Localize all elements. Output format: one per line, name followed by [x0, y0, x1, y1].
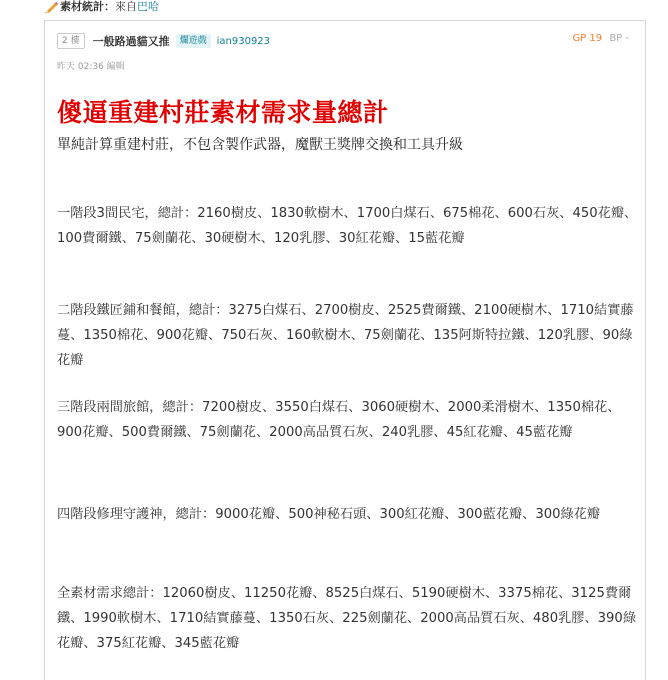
gp-button[interactable]: GP 19 [572, 33, 603, 44]
header-source-prefix: 來自 [115, 0, 137, 13]
stage-four-section: 四階段修理守護神，總計：9000花瓣、500神秘石頭、300紅花瓣、300藍花瓣、300綠花瓣 [57, 507, 601, 522]
bp-button[interactable]: BP - [609, 33, 629, 44]
edit-time: 昨天 02:36 編輯 [57, 62, 125, 72]
source-header [44, 0, 159, 14]
stage-one-section: 一階段3間民宅，總計：2160樹皮、1830軟樹木、1700白煤石、675棉花、600石灰、450花瓣、100費爾鐵、75劍蘭花、30硬樹木、120乳膠、30紅花瓣、15藍花瓣 [57, 206, 638, 246]
pencil-icon [44, 1, 58, 13]
source-link[interactable]: 巴哈 [137, 0, 159, 13]
post-container [44, 20, 646, 680]
floor-tag[interactable]: 2 樓 [57, 33, 85, 49]
author-id[interactable]: ian930923 [216, 35, 271, 47]
total-section: 全素材需求總計：12060樹皮、11250花瓣、8525白煤石、5190硬樹木、3375棉花、3125費爾鐵、1990軟樹木、1710結實藤蔓、1350石灰、225劍蘭花、2000高品質石灰、480乳膠、390綠花瓣、375紅花瓣、345藍花瓣 [57, 586, 637, 651]
game-badge[interactable]: 爛遊戲 [176, 34, 211, 48]
author-name[interactable]: 一般路過貓又推 [92, 35, 170, 48]
stage-two-section: 二階段鐵匠鋪和餐館，總計：3275白煤石、2700樹皮、2525費爾鐵、2100硬樹木、1710結實藤蔓、1350棉花、900花瓣、750石灰、160軟樹木、75劍蘭花、135阿斯特拉鐵、120乳膠、90綠花瓣 [57, 303, 634, 368]
post-meta [57, 32, 270, 50]
post-points [572, 33, 629, 44]
post-subtitle: 單純計算重建村莊，不包含製作武器，魔獸王獎牌交換和工具升級 [57, 137, 463, 153]
post-title: 傻逼重建村莊素材需求量總計 [57, 99, 389, 127]
stage-three-section: 三階段兩間旅館，總計：7200樹皮、3550白煤石、3060硬樹木、2000柔滑樹木、1350棉花、900花瓣、500費爾鐵、75劍蘭花、2000高品質石灰、240乳膠、45紅花瓣、45藍花瓣 [57, 400, 621, 440]
header-label: 素材統計： [60, 0, 115, 13]
